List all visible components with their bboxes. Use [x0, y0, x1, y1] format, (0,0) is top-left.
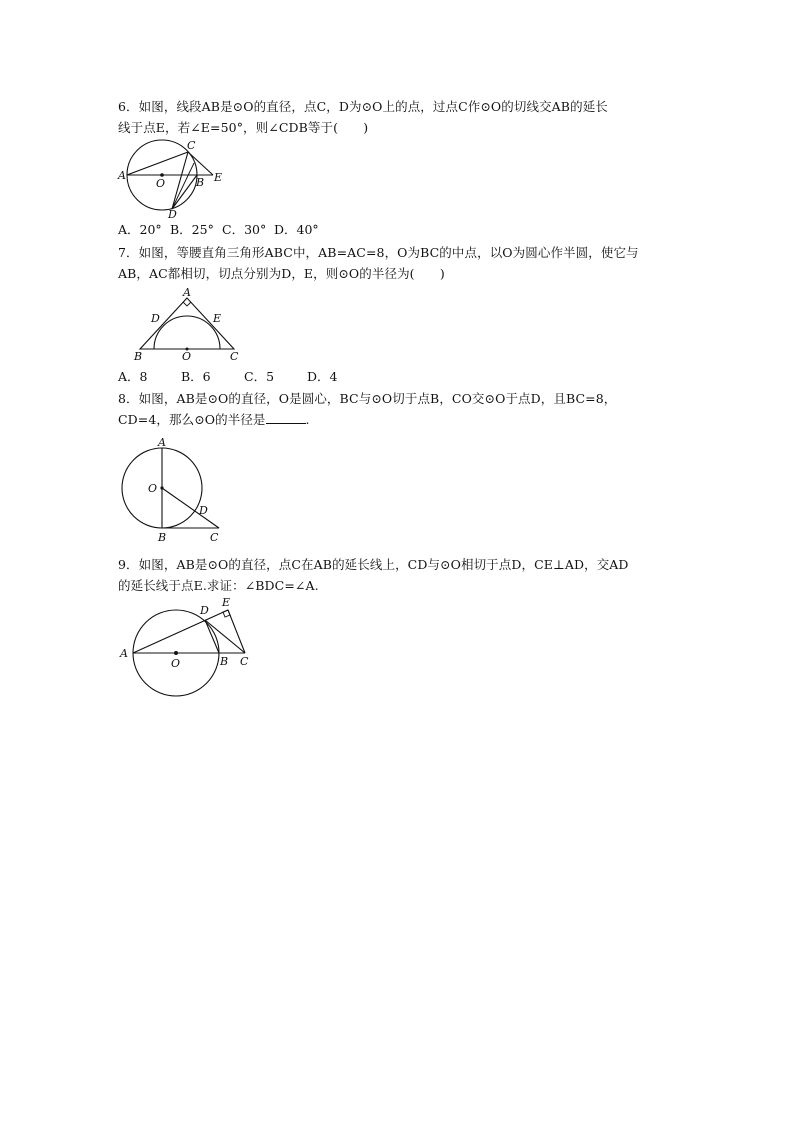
q8-line-oc [162, 488, 219, 528]
q9-label-d: D [200, 604, 209, 617]
q8-label-c: C [210, 531, 219, 544]
q6-label-c: C [187, 139, 196, 152]
q7-label-e: E [213, 312, 222, 325]
q7-option-a: A．8 [118, 369, 148, 384]
q9-center-dot [174, 651, 178, 655]
q9-text-line2: 的延长线于点E.求证：∠BDC=∠A. [118, 578, 319, 593]
q6-option-b: B．25° [170, 222, 214, 237]
q7-option-d: D．4 [307, 369, 338, 384]
q7-label-d: D [151, 312, 160, 325]
q8-figure [115, 436, 235, 548]
q9-label-c: C [240, 655, 249, 668]
q9-figure [115, 594, 255, 704]
q6-text-line2: 线于点E，若∠E=50°，则∠CDB等于( ) [118, 120, 369, 135]
q6-chord-db [172, 175, 197, 209]
q8-label-b: B [158, 531, 167, 544]
q8-label-o: O [148, 482, 158, 495]
q9-line-db [205, 620, 219, 653]
q7-figure [130, 285, 255, 365]
q8-text-line2 [118, 412, 310, 428]
q6-option-d: D．40° [274, 222, 319, 237]
q6-text-line1: 6．如图，线段AB是⊙O的直径，点C，D为⊙O上的点，过点C作⊙O的切线交AB的延长 [118, 99, 608, 114]
q7-semicircle [154, 316, 220, 349]
q8-answer-blank[interactable] [266, 412, 306, 424]
q8-label-a: A [158, 436, 166, 449]
q7-label-a: A [183, 286, 191, 299]
q9-label-e: E [222, 596, 231, 609]
q8-center-dot [160, 486, 163, 489]
q6-label-a: A [118, 169, 126, 182]
q6-label-b: B [196, 176, 205, 189]
q9-label-a: A [120, 647, 128, 660]
q6-tangent-ce [188, 152, 213, 175]
q8-label-d: D [199, 504, 208, 517]
q8-line2-suffix: . [305, 412, 310, 427]
q7-option-c: C．5 [244, 369, 275, 384]
q6-label-o: O [156, 177, 166, 190]
q6-option-a: A．20° [118, 222, 162, 237]
q7-option-b: B．6 [181, 369, 211, 384]
q9-text-line1: 9．如图，AB是⊙O的直径，点C在AB的延长线上，CD与⊙O相切于点D，CE⊥AD，交AD [118, 557, 629, 572]
q7-label-c: C [230, 350, 239, 363]
q6-option-c: C．30° [222, 222, 267, 237]
q7-options [118, 369, 337, 385]
q6-chord-ac [127, 152, 188, 175]
q6-options [118, 222, 319, 238]
q9-label-b: B [220, 655, 229, 668]
q8-text-line1: 8．如图，AB是⊙O的直径，O是圆心，BC与⊙O切于点B，CO交⊙O于点D，且BC=8， [118, 391, 617, 406]
q8-line2-prefix: CD=4，那么⊙O的半径是 [118, 412, 266, 427]
q6-figure [115, 140, 225, 220]
q7-label-b: B [134, 350, 143, 363]
q7-right-angle-mark [183, 302, 191, 306]
q7-text-line1: 7．如图，等腰直角三角形ABC中，AB=AC=8，O为BC的中点，以O为圆心作半圆，使它与 [118, 245, 639, 260]
q9-label-o: O [171, 657, 181, 670]
q7-label-o: O [182, 350, 192, 363]
q6-label-d: D [168, 208, 177, 221]
q7-text-line2: AB，AC都相切，切点分别为D，E，则⊙O的半径为( ) [118, 266, 445, 281]
q6-label-e: E [214, 171, 223, 184]
